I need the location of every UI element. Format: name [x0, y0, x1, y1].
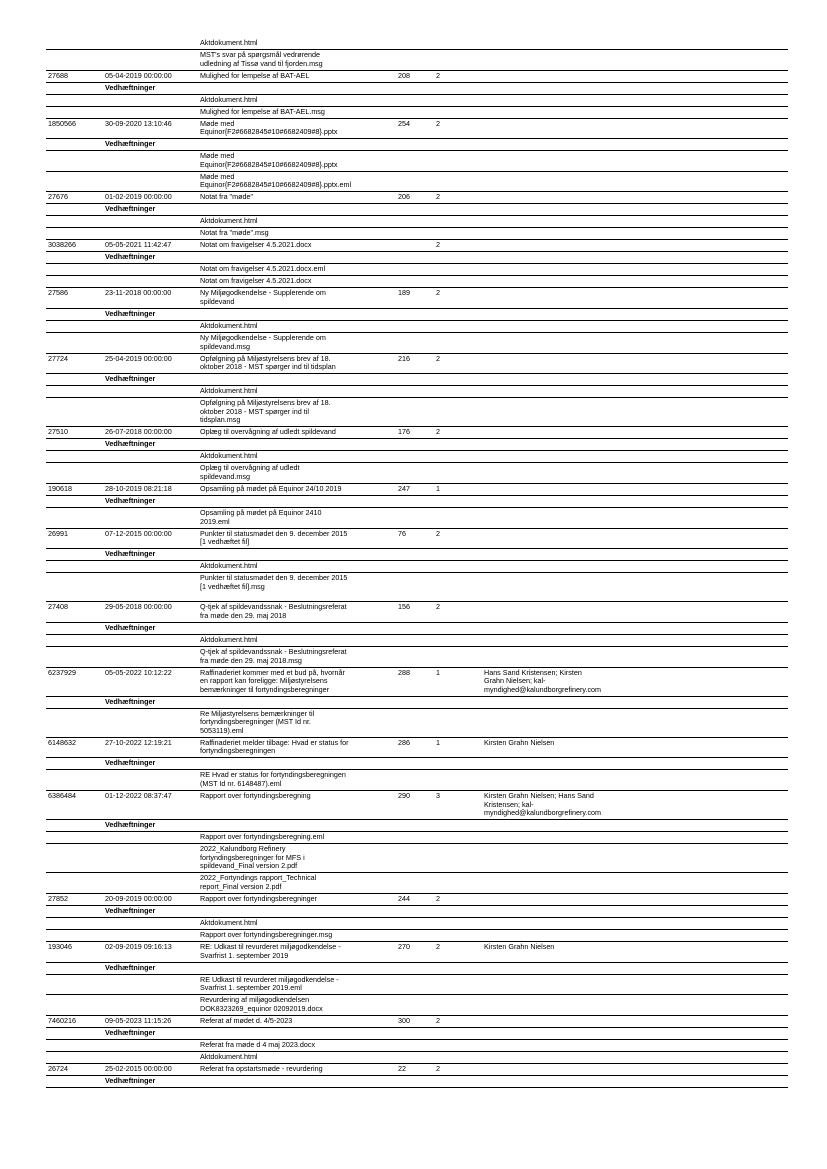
attachment-file-row: [46, 276, 788, 288]
document-id: 6237929: [48, 667, 76, 677]
document-row: [46, 529, 788, 550]
attachment-file-row: [46, 508, 788, 529]
attachment-file-row: [46, 1052, 788, 1064]
attachment-filename: 2022_Kalundborg Refinery fortyndingsberegninger for MFS i spildevand_Final version 2.pdf: [200, 844, 305, 871]
document-date: 02-09-2019 09:16:13: [105, 942, 172, 952]
document-date: 25-04-2019 00:00:00: [105, 353, 172, 363]
document-id: 6148632: [48, 737, 76, 747]
attachments-label-row: [46, 623, 788, 635]
document-row: [46, 192, 788, 204]
attachment-filename: Opfølgning på Miljøstyrelsens brev af 18. oktober 2018 - MST spørger ind til tidsplan.msg: [200, 398, 331, 425]
document-title: Punkter til statusmødet den 9. december 2015 [1 vedhæftet fil]: [200, 528, 348, 547]
document-title: Referat fra opstartsmøde - revurdering: [200, 1063, 323, 1073]
attachment-file-row: [46, 918, 788, 930]
attachments-label-row: [46, 697, 788, 709]
document-date: 26-07-2018 00:00:00: [105, 427, 172, 437]
attachment-count: 2: [436, 602, 440, 612]
attachments-label-row: [46, 963, 788, 975]
document-title: Mulighed for lempelse af BAT-AEL: [200, 70, 310, 80]
document-row: [46, 354, 788, 375]
document-row: [46, 602, 788, 623]
document-number: 244: [398, 894, 410, 904]
document-id: 27408: [48, 602, 68, 612]
attachment-filename: Rapport over fortyndingsberegning.eml: [200, 832, 325, 842]
attachments-label: Vedhæftninger: [105, 374, 156, 384]
document-row: [46, 738, 788, 759]
document-id: 1850566: [48, 118, 76, 128]
attachment-file-row: [46, 709, 788, 738]
document-number: 176: [398, 427, 410, 437]
document-id: 27688: [48, 70, 68, 80]
attachments-label-row: [46, 204, 788, 216]
document-id: 6386484: [48, 791, 76, 801]
attachment-count: 2: [436, 240, 440, 250]
attachment-count: 1: [436, 483, 440, 493]
document-date: 05-05-2021 11:42:47: [105, 240, 172, 250]
document-table: [46, 38, 788, 1088]
attachment-file-row: [46, 573, 788, 602]
attachment-filename: Oplæg til overvågning af udledt spildevand.msg: [200, 463, 300, 481]
document-number: 286: [398, 737, 410, 747]
attachment-count: 2: [436, 1015, 440, 1025]
document-id: 27852: [48, 894, 68, 904]
document-date: 20-09-2019 00:00:00: [105, 894, 172, 904]
document-title: Raffinaderiet kommer med et bud på, hvornår en rapport kan foreligge: Miljøstyrelsens bemærkninger til fortyndingsberegninger: [200, 667, 345, 694]
attachments-label-row: [46, 83, 788, 95]
document-title: Oplæg til overvågning af udledt spildevand: [200, 427, 336, 437]
attachment-filename: Møde med Equinor{F2#6682845#10#6682409#8}.pptx.eml: [200, 171, 352, 190]
attachments-label-row: [46, 252, 788, 264]
document-number: 22: [398, 1063, 406, 1073]
document-number: 76: [398, 528, 406, 538]
attachments-label: Vedhæftninger: [105, 1075, 156, 1085]
attachment-file-row: [46, 873, 788, 894]
attachment-filename: 2022_Fortyndings rapport_Technical report_Final version 2.pdf: [200, 873, 317, 892]
document-number: 288: [398, 667, 410, 677]
document-date: 05-04-2019 00:00:00: [105, 70, 172, 80]
document-date: 01-02-2019 00:00:00: [105, 192, 172, 202]
document-number: 270: [398, 942, 410, 952]
document-title: Opfølgning på Miljøstyrelsens brev af 18. oktober 2018 - MST spørger ind til tidsplan: [200, 353, 336, 372]
attachment-count: 2: [436, 353, 440, 363]
attachment-filename: Aktdokument.html: [200, 386, 258, 396]
document-row: [46, 484, 788, 496]
document-row: [46, 942, 788, 963]
attachment-file-row: [46, 151, 788, 172]
attachment-filename: Aktdokument.html: [200, 216, 258, 226]
document-row: [46, 1016, 788, 1028]
attachments-label-row: [46, 374, 788, 386]
attachment-file-row: [46, 832, 788, 844]
attachments-label: Vedhæftninger: [105, 758, 156, 768]
attachment-count: 2: [436, 1063, 440, 1073]
document-date: 09-05-2023 11:15:26: [105, 1015, 172, 1025]
attachment-file-row: [46, 451, 788, 463]
document-title: Rapport over fortyndingsberegning: [200, 791, 311, 801]
attachments-label-row: [46, 439, 788, 451]
attachment-filename: Aktdokument.html: [200, 561, 258, 571]
document-recipients: Hans Sand Kristensen; Kirsten Grahn Nielsen; kal- myndighed@kalundborgrefinery.com: [484, 667, 602, 694]
attachment-count: 2: [436, 118, 440, 128]
document-recipients: Kirsten Grahn Nielsen; Hans Sand Kristensen; kal- myndighed@kalundborgrefinery.com: [484, 791, 602, 818]
attachment-filename: Ny Miljøgodkendelse - Supplerende om spildevand.msg: [200, 332, 326, 351]
attachments-label: Vedhæftninger: [105, 622, 156, 632]
document-title: Referat af mødet d. 4/5-2023: [200, 1015, 293, 1025]
attachments-label: Vedhæftninger: [105, 204, 156, 214]
document-title: Opsamling på mødet på Equinor 24/10 2019: [200, 483, 342, 493]
attachment-filename: Aktdokument.html: [200, 918, 258, 928]
attachment-filename: Notat om fravigelser 4.5.2021.docx.eml: [200, 264, 326, 274]
attachment-filename: RE Udkast til revurderet miljøgodkendelse - Svarfrist 1. september 2019.eml: [200, 974, 339, 993]
document-number: 156: [398, 602, 410, 612]
attachment-file-row: [46, 95, 788, 107]
attachment-filename: Opsamling på mødet på Equinor 2410 2019.eml: [200, 507, 322, 526]
attachments-label-row: [46, 496, 788, 508]
attachment-file-row: [46, 50, 788, 71]
attachments-label-row: [46, 549, 788, 561]
attachment-file-row: [46, 930, 788, 942]
document-number: 216: [398, 353, 410, 363]
document-title: Notat fra "møde": [200, 192, 254, 202]
attachments-label: Vedhæftninger: [105, 495, 156, 505]
attachment-file-row: [46, 264, 788, 276]
document-id: 3038266: [48, 240, 76, 250]
document-number: 206: [398, 192, 410, 202]
attachment-file-row: [46, 38, 788, 50]
attachment-filename: Q-tjek af spildevandssnak - Beslutningsreferat fra møde den 29. maj 2018.msg: [200, 646, 347, 665]
attachment-filename: Revurdering af miljøgodkendelsen DOK8323269_equinor 02092019.docx: [200, 995, 323, 1013]
attachment-filename: Punkter til statusmødet den 9. december 2015 [1 vedhæftet fil].msg: [200, 573, 348, 591]
document-date: 01-12-2022 08:37:47: [105, 791, 172, 801]
document-id: 193046: [48, 942, 72, 952]
attachment-count: 2: [436, 528, 440, 538]
document-row: [46, 288, 788, 309]
attachments-label: Vedhæftninger: [105, 252, 156, 262]
attachment-count: 3: [436, 791, 440, 801]
document-id: 27586: [48, 288, 68, 298]
document-recipients: Kirsten Grahn Nielsen: [484, 737, 555, 747]
attachment-count: 2: [436, 70, 440, 80]
attachment-count: 2: [436, 942, 440, 952]
attachment-filename: Møde med Equinor{F2#6682845#10#6682409#8}.pptx: [200, 151, 338, 169]
attachment-file-row: [46, 1040, 788, 1052]
attachment-filename: Mulighed for lempelse af BAT-AEL.msg: [200, 106, 325, 116]
attachment-file-row: [46, 172, 788, 193]
document-date: 05-05-2022 10:12:22: [105, 667, 172, 677]
attachment-count: 2: [436, 894, 440, 904]
document-title: Rapport over fortyndingsberegninger: [200, 894, 318, 904]
document-id: 190618: [48, 483, 72, 493]
attachment-filename: Aktdokument.html: [200, 634, 258, 644]
attachments-label: Vedhæftninger: [105, 962, 156, 972]
document-title: Ny Miljøgodkendelse - Supplerende om spildevand: [200, 288, 326, 306]
attachment-filename: Aktdokument.html: [200, 320, 258, 330]
attachment-filename: Referat fra møde d 4 maj 2023.docx: [200, 1039, 316, 1049]
attachments-label: Vedhæftninger: [105, 439, 156, 449]
document-id: 26724: [48, 1063, 68, 1073]
attachments-label: Vedhæftninger: [105, 308, 156, 318]
attachment-count: 2: [436, 427, 440, 437]
document-title: Notat om fravigelser 4.5.2021.docx: [200, 240, 312, 250]
attachment-file-row: [46, 398, 788, 427]
document-number: 189: [398, 288, 410, 298]
document-date: 30-09-2020 13:10:46: [105, 118, 172, 128]
attachments-label-row: [46, 906, 788, 918]
document-number: 208: [398, 70, 410, 80]
attachments-label-row: [46, 1028, 788, 1040]
attachments-label: Vedhæftninger: [105, 1027, 156, 1037]
attachments-label-row: [46, 1076, 788, 1088]
attachment-count: 2: [436, 288, 440, 298]
document-id: 7460216: [48, 1015, 76, 1025]
document-row: [46, 1064, 788, 1076]
document-row: [46, 427, 788, 439]
document-title: RE: Udkast til revurderet miljøgodkendelse - Svarfrist 1. september 2019: [200, 942, 341, 960]
document-number: 300: [398, 1015, 410, 1025]
attachment-filename: Aktdokument.html: [200, 1051, 258, 1061]
attachment-filename: Aktdokument.html: [200, 94, 258, 104]
attachment-filename: Notat fra "møde".msg: [200, 228, 269, 238]
attachments-label: Vedhæftninger: [105, 696, 156, 706]
attachments-label: Vedhæftninger: [105, 139, 156, 149]
document-row: [46, 791, 788, 820]
document-date: 29-05-2018 00:00:00: [105, 602, 172, 612]
document-title: Q-tjek af spildevandssnak - Beslutningsreferat fra møde den 29. maj 2018: [200, 602, 347, 620]
document-date: 25-02-2015 00:00:00: [105, 1063, 172, 1073]
attachment-filename: Rapport over fortyndingsberegninger.msg: [200, 930, 333, 940]
document-date: 27-10-2022 12:19:21: [105, 737, 172, 747]
attachment-filename: MST's svar på spørgsmål vedrørende udledning af Tissø vand til fjorden.msg: [200, 50, 323, 68]
document-id: 27676: [48, 192, 68, 202]
document-row: [46, 71, 788, 83]
attachments-label: Vedhæftninger: [105, 549, 156, 559]
document-date: 07-12-2015 00:00:00: [105, 528, 172, 538]
document-row: [46, 894, 788, 906]
document-row: [46, 119, 788, 140]
attachment-filename: RE Hvad er status for fortyndingsberegningen (MST Id nr. 6148487).eml: [200, 770, 346, 789]
attachments-label: Vedhæftninger: [105, 906, 156, 916]
attachment-file-row: [46, 107, 788, 119]
attachments-label: Vedhæftninger: [105, 820, 156, 830]
attachment-file-row: [46, 333, 788, 354]
document-recipients: Kirsten Grahn Nielsen: [484, 942, 555, 952]
document-id: 27724: [48, 353, 68, 363]
document-id: 26991: [48, 528, 68, 538]
attachment-file-row: [46, 561, 788, 573]
attachments-label-row: [46, 139, 788, 151]
document-date: 28-10-2019 08:21:18: [105, 483, 172, 493]
attachment-file-row: [46, 321, 788, 333]
document-row: [46, 668, 788, 697]
attachments-label: Vedhæftninger: [105, 82, 156, 92]
attachment-file-row: [46, 770, 788, 791]
attachment-count: 1: [436, 737, 440, 747]
document-number: 254: [398, 118, 410, 128]
attachment-filename: Notat om fravigelser 4.5.2021.docx: [200, 276, 312, 286]
document-title: Raffinaderiet melder tilbage: Hvad er status for fortyndingsberegningen: [200, 737, 349, 756]
attachment-file-row: [46, 635, 788, 647]
attachment-filename: Aktdokument.html: [200, 38, 258, 47]
attachment-file-row: [46, 216, 788, 228]
attachment-file-row: [46, 995, 788, 1016]
attachment-file-row: [46, 228, 788, 240]
document-id: 27510: [48, 427, 68, 437]
document-date: 23-11-2018 00:00:00: [105, 288, 172, 298]
attachments-label-row: [46, 758, 788, 770]
attachment-filename: Aktdokument.html: [200, 451, 258, 461]
attachment-count: 2: [436, 192, 440, 202]
attachment-file-row: [46, 463, 788, 484]
attachment-count: 1: [436, 667, 440, 677]
attachment-filename: Re Miljøstyrelsens bemærkninger til fortyndingsberegninger (MST Id nr. 5053119).eml: [200, 708, 315, 735]
document-number: 290: [398, 791, 410, 801]
document-row: [46, 240, 788, 252]
attachments-label-row: [46, 820, 788, 832]
attachment-file-row: [46, 386, 788, 398]
document-number: 247: [398, 483, 410, 493]
attachment-file-row: [46, 647, 788, 668]
attachment-file-row: [46, 975, 788, 996]
document-title: Møde med Equinor{F2#6682845#10#6682409#8}.pptx: [200, 118, 338, 137]
attachments-label-row: [46, 309, 788, 321]
attachment-file-row: [46, 844, 788, 873]
